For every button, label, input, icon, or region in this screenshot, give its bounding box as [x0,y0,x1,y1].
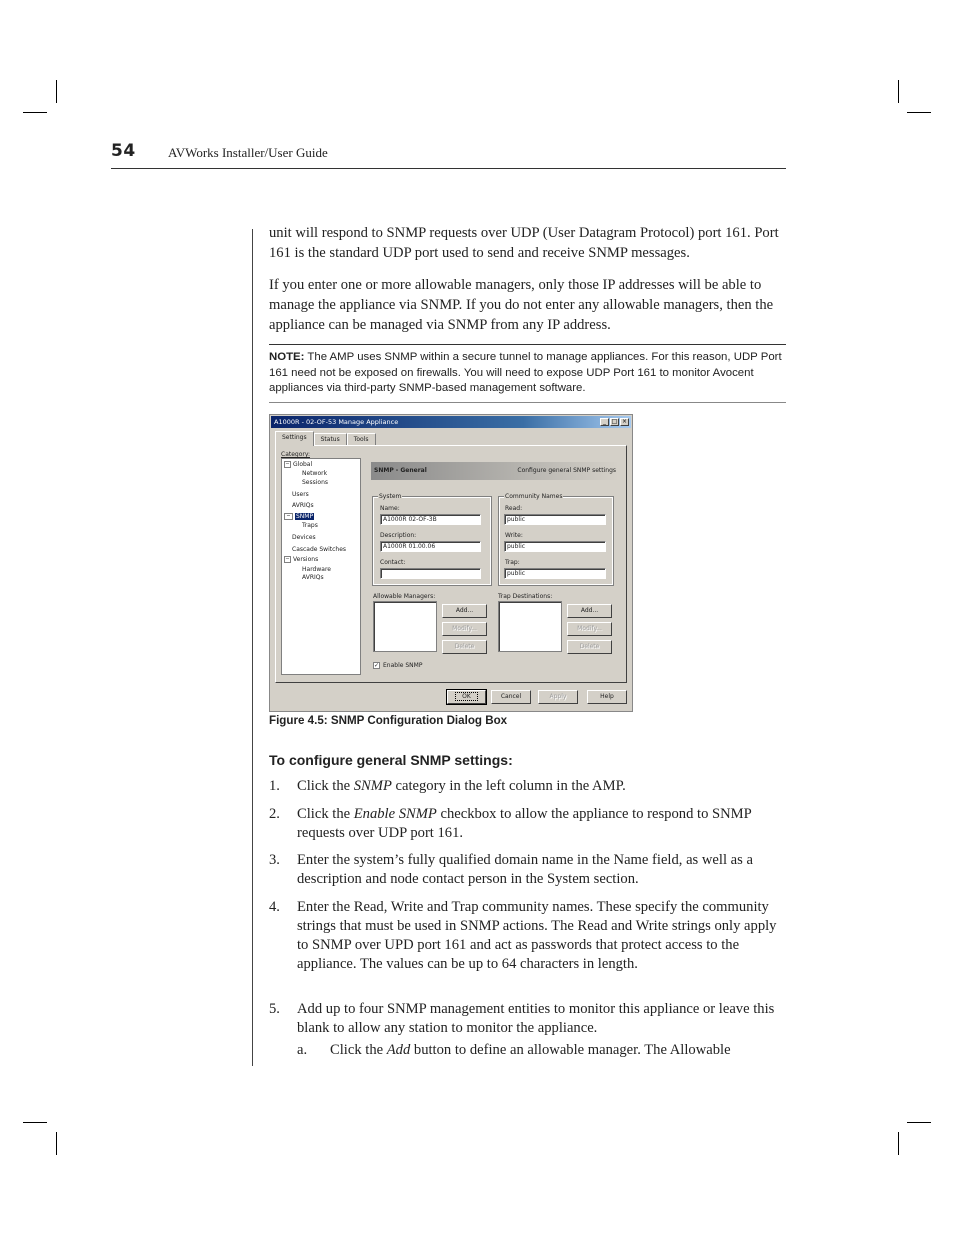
procedure-substep: a. Click the Add button to define an allowable manager. The Allowable [297,1042,731,1058]
dialog-title-bar [271,416,631,428]
trap-destinations-label: Trap Destinations: [498,593,553,600]
tree-item-cascade-switches[interactable]: Cascade Switches [292,546,347,553]
close-icon[interactable]: × [621,418,628,425]
category-label: Category: [281,451,310,458]
procedure-step: 1. Click the SNMP category in the left column in the AMP. [269,778,626,794]
note-text: The AMP uses SNMP within a secure tunnel to manage appliances. For this reason, UDP Port 161 need not be exposed on firewalls. You will need to expose UDP Port 161 to monitor Avocent appliances via third-party SNMP-based management software. [269,351,782,394]
crop-mark [898,80,899,103]
crop-mark [56,1132,57,1155]
apply-button[interactable]: Apply [538,690,578,704]
crop-mark [898,1132,899,1155]
crop-mark [23,112,47,113]
group-title: System [379,493,402,500]
tree-item-network[interactable]: Network [302,470,328,477]
trap-destinations-list[interactable] [498,601,562,652]
procedure-step: 2. Click the Enable SNMP checkbox to allow the appliance to respond to SNMP requests over UDP port 161. [269,806,752,841]
write-field[interactable]: public [504,541,606,552]
crop-mark [23,1122,47,1123]
page-number: 54 [111,141,136,161]
figure-caption: Figure 4.5: SNMP Configuration Dialog Box [269,714,508,727]
delete-trap-destination-button[interactable]: Delete [567,640,612,654]
contact-field[interactable] [380,568,481,579]
contact-label: Contact: [380,559,406,566]
tree-item-devices[interactable]: Devices [292,534,316,541]
tree-item-sessions[interactable]: Sessions [302,479,329,486]
read-field[interactable]: public [504,514,606,525]
tree-item-hardware[interactable]: Hardware [302,566,331,573]
tab-status[interactable]: Status [314,433,347,446]
maximize-icon[interactable]: □ [611,418,618,425]
tree-item-versions[interactable]: − Versions [285,556,319,563]
banner-description: Configure general SNMP settings [517,467,616,474]
crop-mark [907,1122,931,1123]
description-field[interactable]: A1000R 01.00.06 [380,541,481,552]
crop-mark [907,112,931,113]
read-label: Read: [505,505,523,512]
collapse-icon[interactable]: − [285,461,290,467]
group-title: Community Names [505,493,563,500]
tree-item-global[interactable]: − Global [285,461,313,468]
allowable-managers-label: Allowable Managers: [373,593,436,600]
snmp-dialog-screenshot [269,414,633,712]
cancel-button[interactable]: Cancel [491,690,531,704]
banner-title: SNMP - General [374,467,427,474]
margin-rule [252,229,253,1066]
section-banner [371,462,619,480]
tab-settings[interactable]: Settings [275,431,314,446]
add-manager-button[interactable]: Add... [442,604,487,618]
enable-snmp-checkbox[interactable]: ✓ [374,662,380,669]
note-box [269,344,786,403]
procedure-step: 5. Add up to four SNMP management entities to monitor this appliance or leave this blank to allow any station to monitor the appliance. [269,1001,775,1036]
paragraph: unit will respond to SNMP requests over UDP (User Datagram Protocol) port 161. Port 161 is the standard UDP port used to send and receive SNMP messages. [269,225,779,261]
procedure-step: 3. Enter the system’s fully qualified domain name in the Name field, as well as a description and node contact person in the System section. [269,852,753,887]
procedure-heading: To configure general SNMP settings: [269,752,513,768]
delete-manager-button[interactable]: Delete [442,640,487,654]
help-button[interactable]: Help [587,690,627,704]
tree-item-traps[interactable]: Traps [302,522,318,529]
tab-tools[interactable]: Tools [347,433,376,446]
add-trap-destination-button[interactable]: Add... [567,604,612,618]
allowable-managers-list[interactable] [373,601,437,652]
tree-item-users[interactable]: Users [292,491,309,498]
category-tree[interactable] [281,458,361,675]
tree-item-avriqs[interactable]: AVRIQs [292,502,314,509]
modify-trap-destination-button[interactable]: Modify... [567,622,612,636]
collapse-icon[interactable]: − [285,556,290,562]
running-title: AVWorks Installer/User Guide [168,145,328,160]
paragraph: If you enter one or more allowable managers, only those IP addresses will be able to manage the appliance via SNMP. If you do not enter any allowable managers, then the appliance can be managed via SNMP from any IP address. [269,277,774,333]
procedure-step: 4. Enter the Read, Write and Trap community names. These specify the community strings that must be used in SNMP actions. The Read and Write strings only apply to SNMP over UPD port 161 and act as passwords that protect access to the appliance. The values can be up to 64 characters in length. [269,899,777,972]
tree-item-snmp[interactable]: − SNMP [284,513,314,521]
header-rule [111,168,786,169]
description-label: Description: [380,532,417,539]
name-field[interactable]: A1000R 02-OF-3B [380,514,481,525]
collapse-icon[interactable]: − [284,513,293,520]
tree-item-version-avriqs[interactable]: AVRIQs [302,574,324,581]
ok-button[interactable]: OK [447,690,486,704]
crop-mark [56,80,57,103]
dialog-title: A1000R - 02-OF-53 Manage Appliance [274,418,399,426]
write-label: Write: [505,532,523,539]
name-label: Name: [380,505,400,512]
minimize-icon[interactable]: _ [600,418,609,426]
note-label: NOTE: [269,351,305,363]
modify-manager-button[interactable]: Modify... [442,622,487,636]
enable-snmp-label: Enable SNMP [383,662,423,669]
trap-field[interactable]: public [504,568,606,579]
trap-label: Trap: [505,559,520,566]
